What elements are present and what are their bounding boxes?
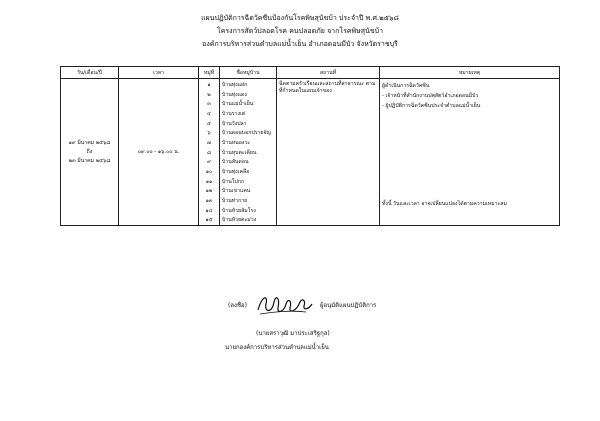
remark-line-4: ทั้งนี้ วันและเวลา อาจเปลี่ยนแปลงได้ตามความเหมาะสม [382, 201, 507, 207]
remark-line-3: - ผู้ปฏิบัติการฉีดวัคซีนประจำตำบลแม่น้ำเย็น [382, 103, 481, 109]
signature-label: (ลงชื่อ) [228, 302, 247, 309]
signer-position: นายกองค์การบริหารส่วนตำบลแม่น้ำเย็น [225, 344, 329, 351]
handwritten-signature [254, 290, 316, 320]
remarks-cell [380, 79, 560, 226]
village-number: ๑๓ [199, 196, 220, 206]
vaccination-plan-table [60, 66, 560, 226]
village-name: บ้านวังปลา [220, 119, 277, 129]
village-number: ๑ [199, 79, 220, 90]
document-title: แผนปฏิบัติการฉีดวัคซีนป้องกันโรคพิษสุนัขบ้า ประจำปี พ.ศ.๒๕๖๘ [201, 14, 399, 22]
date-end: ๒๓ มีนาคม ๒๕๖๘ [68, 157, 111, 164]
village-number: ๔ [199, 109, 220, 119]
signer-name: (นายสราวุฒิ มาประเสริฐกุล) [256, 330, 330, 337]
village-number: ๘ [199, 148, 220, 158]
village-name: บ้านเขาแคน [220, 187, 277, 197]
village-name: บ้านทุ่งเคลือ [220, 167, 277, 177]
village-number: ๓ [199, 99, 220, 109]
column-header-place: สถานที่ [277, 67, 380, 79]
approver-role: ผู้อนุมัติแผนปฏิบัติการ [320, 302, 377, 309]
village-name: บ้านหนองวะ [220, 138, 277, 148]
village-number: ๑๒ [199, 187, 220, 197]
village-number: ๗ [199, 138, 220, 148]
date-to: ถึง [86, 148, 93, 155]
village-number: ๙ [199, 158, 220, 168]
organization-line: องค์การบริหารส่วนตำบลแม่น้ำเย็น อำเภอดอนมีบัว จังหวัดราชบุรี [202, 40, 398, 48]
column-header-village-no: หมู่ที่ [199, 67, 220, 79]
place-cell: ฉีดตามครัวเรือนและสถานที่สาธารณะ ตามที่กำหนดในแผนเจ้าของ [277, 79, 380, 226]
village-name: บ้านแม่น้ำเย็น [220, 99, 277, 109]
village-name: บ้านโปกก [220, 177, 277, 187]
table-header-row [61, 67, 560, 79]
time-cell: ๐๙.๐๐ - ๑๖.๐๐ น. [119, 79, 199, 226]
column-header-date: วัน/เดือน/ปี [61, 67, 119, 79]
village-name: บ้านห้วยส้มโรง [220, 206, 277, 216]
village-name: บ้านทุ่งแดง [220, 90, 277, 100]
column-header-village-name: ชื่อหมู่บ้าน [220, 67, 277, 79]
column-header-remarks: หมายเหตุ [380, 67, 560, 79]
date-start: ๑๙ มีนาคม ๒๕๖๘ [68, 139, 111, 146]
project-title: โครงการสัตว์ปลอดโรค คนปลอดภัย จากโรคพิษสุนัขบ้า [216, 27, 384, 35]
village-name: บ้านดอนบอกปรายจัญ [220, 128, 277, 138]
village-name: บ้านสันดอน [220, 158, 277, 168]
village-name: บ้านทุ่งแฝก [220, 79, 277, 90]
village-name: บ้านหุบตะเคียน [220, 148, 277, 158]
village-name: บ้านท่ากาย [220, 196, 277, 206]
remark-line-1: ผู้ดำเนินการฉีดวัคซีน [382, 83, 430, 89]
village-number: ๑๔ [199, 206, 220, 216]
village-number: ๑๐ [199, 167, 220, 177]
village-number: ๑๕ [199, 216, 220, 226]
table-row [61, 79, 560, 90]
date-range-cell [61, 79, 119, 226]
village-number: ๕ [199, 119, 220, 129]
remark-line-2: - เจ้าหน้าที่สำนักงานปศุสัตว์อำเภอดอนมีบัว [382, 93, 479, 99]
village-number: ๑๑ [199, 177, 220, 187]
column-header-time: เวลา [119, 67, 199, 79]
village-name: บ้านห้วยตะม่วง [220, 216, 277, 226]
village-number: ๒ [199, 90, 220, 100]
village-name: บ้านรางเต่ [220, 109, 277, 119]
village-number: ๖ [199, 128, 220, 138]
